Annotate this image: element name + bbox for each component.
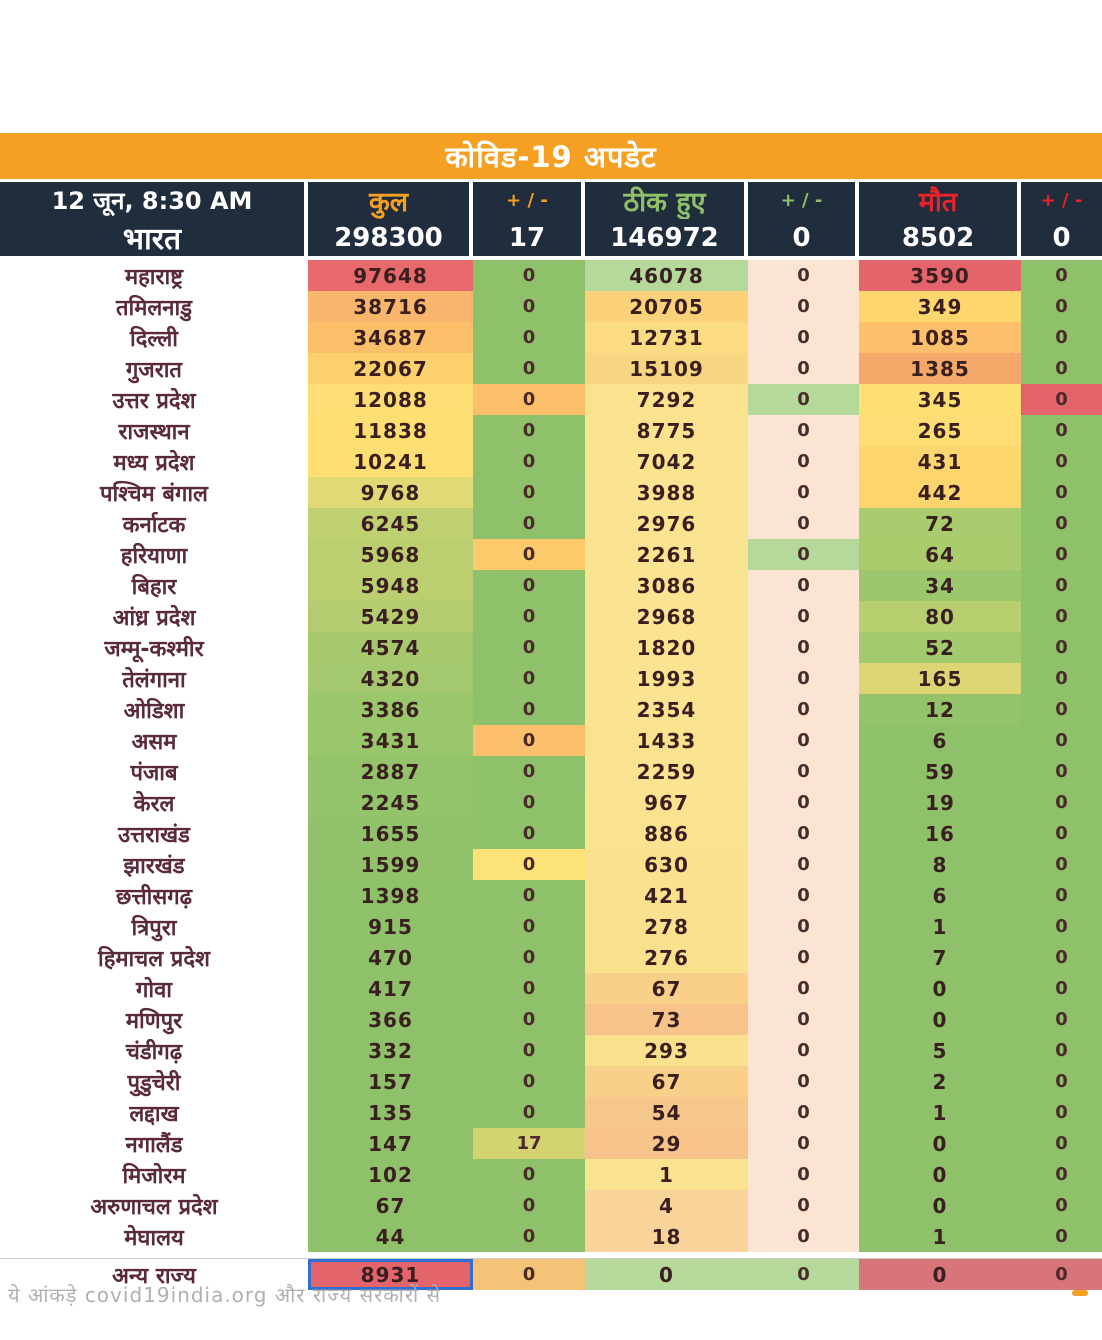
state-name: ओडिशा [0, 694, 308, 725]
total-delta-cell: 0 [473, 787, 585, 818]
deaths-cell: 265 [859, 415, 1021, 446]
recovered-cell: 967 [585, 787, 748, 818]
deaths-delta-cell: 0 [1021, 601, 1102, 632]
table-row [0, 322, 1102, 353]
total-cell: 147 [308, 1128, 473, 1159]
recovered-delta-cell: 0 [748, 1004, 859, 1035]
table-row [0, 291, 1102, 322]
state-name: हिमाचल प्रदेश [0, 942, 308, 973]
total-delta-cell: 0 [473, 849, 585, 880]
state-name: लद्दाख [0, 1097, 308, 1128]
india-recovered: 146972 [585, 219, 748, 256]
deaths-header: मौत [859, 182, 1021, 219]
total-cell: 10241 [308, 446, 473, 477]
state-name: दिल्ली [0, 322, 308, 353]
state-name: तमिलनाडु [0, 291, 308, 322]
total-delta-cell: 0 [473, 1066, 585, 1097]
deaths-delta-cell: 0 [1021, 1221, 1102, 1252]
deaths-cell: 80 [859, 601, 1021, 632]
deaths-cell: 0 [859, 1190, 1021, 1221]
deaths-delta-cell: 0 [1021, 1035, 1102, 1066]
total-cell: 102 [308, 1159, 473, 1190]
table-row [0, 694, 1102, 725]
recovered-delta-cell: 0 [748, 1097, 859, 1128]
state-name: आंध्र प्रदेश [0, 601, 308, 632]
recovered-delta-header: + / - [748, 182, 859, 219]
total-delta-header: + / - [473, 182, 585, 219]
total-delta-cell: 0 [473, 322, 585, 353]
recovered-delta-cell: 0 [748, 415, 859, 446]
state-name: पश्चिम बंगाल [0, 477, 308, 508]
deaths-cell: 1385 [859, 353, 1021, 384]
deaths-cell: 431 [859, 446, 1021, 477]
recovered-delta-cell: 0 [748, 446, 859, 477]
recovered-cell: 3988 [585, 477, 748, 508]
date-label: 12 जून, 8:30 AM [0, 182, 308, 219]
deaths-delta-cell: 0 [1021, 1097, 1102, 1128]
deaths-delta-cell: 0 [1021, 1004, 1102, 1035]
total-cell: 2245 [308, 787, 473, 818]
total-cell: 44 [308, 1221, 473, 1252]
deaths-delta-cell: 0 [1021, 415, 1102, 446]
total-delta-cell: 0 [473, 1004, 585, 1035]
deaths-delta-cell: 0 [1021, 477, 1102, 508]
column-header-row [0, 182, 1102, 219]
total-delta-cell: 0 [473, 260, 585, 291]
recovered-cell: 2261 [585, 539, 748, 570]
recovered-cell: 54 [585, 1097, 748, 1128]
recovered-cell: 67 [585, 1066, 748, 1097]
deaths-delta-cell: 0 [1021, 291, 1102, 322]
recovered-delta-cell: 0 [748, 508, 859, 539]
recovered-delta-cell: 0 [748, 322, 859, 353]
recovered-cell: 8775 [585, 415, 748, 446]
total-cell: 157 [308, 1066, 473, 1097]
deaths-cell: 2 [859, 1066, 1021, 1097]
recovered-delta-cell: 0 [748, 477, 859, 508]
total-cell: 97648 [308, 260, 473, 291]
deaths-delta-cell: 0 [1021, 1159, 1102, 1190]
table-row [0, 632, 1102, 663]
state-name: बिहार [0, 570, 308, 601]
recovered-delta-cell: 0 [748, 818, 859, 849]
total-cell: 12088 [308, 384, 473, 415]
total-cell: 5429 [308, 601, 473, 632]
deaths-cell: 12 [859, 694, 1021, 725]
deaths-cell: 64 [859, 539, 1021, 570]
deaths-cell: 6 [859, 880, 1021, 911]
state-name: केरल [0, 787, 308, 818]
total-cell: 22067 [308, 353, 473, 384]
deaths-cell: 7 [859, 942, 1021, 973]
recovered-cell: 18 [585, 1221, 748, 1252]
state-rows [0, 260, 1102, 1252]
table-row [0, 973, 1102, 1004]
deaths-cell: 5 [859, 1035, 1021, 1066]
deaths-delta-cell: 0 [1021, 694, 1102, 725]
total-delta-cell: 0 [473, 694, 585, 725]
table-row [0, 787, 1102, 818]
total-delta-cell: 0 [473, 415, 585, 446]
state-name: झारखंड [0, 849, 308, 880]
deaths-delta-cell: 0 [1021, 942, 1102, 973]
total-delta-cell: 0 [473, 570, 585, 601]
deaths-cell: 0 [859, 973, 1021, 1004]
table-row [0, 1035, 1102, 1066]
deaths-cell: 1085 [859, 322, 1021, 353]
state-name: अरुणाचल प्रदेश [0, 1190, 308, 1221]
recovered-delta-cell: 0 [748, 601, 859, 632]
recovered-cell: 12731 [585, 322, 748, 353]
recovered-cell: 29 [585, 1128, 748, 1159]
state-name: उत्तर प्रदेश [0, 384, 308, 415]
recovered-delta-cell: 0 [748, 880, 859, 911]
table-row [0, 601, 1102, 632]
deaths-cell: 0 [859, 1004, 1021, 1035]
deaths-delta-cell: 0 [1021, 725, 1102, 756]
deaths-delta-cell: 0 [1021, 384, 1102, 415]
table-row [0, 725, 1102, 756]
total-cell: 11838 [308, 415, 473, 446]
recovered-delta-cell: 0 [748, 539, 859, 570]
total-delta-cell: 0 [473, 1190, 585, 1221]
state-name: मध्य प्रदेश [0, 446, 308, 477]
table-row [0, 415, 1102, 446]
total-delta-cell: 0 [473, 353, 585, 384]
state-name: पुडुचेरी [0, 1066, 308, 1097]
total-cell: 366 [308, 1004, 473, 1035]
recovered-cell: 2354 [585, 694, 748, 725]
recovered-delta-cell: 0 [748, 694, 859, 725]
total-cell: 915 [308, 911, 473, 942]
recovered-delta-cell: 0 [748, 1221, 859, 1252]
total-cell: 1599 [308, 849, 473, 880]
state-name: उत्तराखंड [0, 818, 308, 849]
table-row [0, 353, 1102, 384]
recovered-delta-cell: 0 [748, 1128, 859, 1159]
india-deaths-delta: 0 [1021, 219, 1102, 256]
total-delta-cell: 0 [473, 942, 585, 973]
india-total-delta: 17 [473, 219, 585, 256]
recovered-cell: 2259 [585, 756, 748, 787]
state-name: हरियाणा [0, 539, 308, 570]
deaths-delta-cell: 0 [1021, 508, 1102, 539]
deaths-cell: 349 [859, 291, 1021, 322]
deaths-cell: 19 [859, 787, 1021, 818]
recovered-delta-cell: 0 [748, 1159, 859, 1190]
table-row [0, 260, 1102, 291]
total-delta-cell: 0 [473, 818, 585, 849]
table-row [0, 508, 1102, 539]
total-cell: 5968 [308, 539, 473, 570]
state-name: नगालैंड [0, 1128, 308, 1159]
deaths-delta-cell: 0 [1021, 1128, 1102, 1159]
table-row [0, 1128, 1102, 1159]
total-cell: 470 [308, 942, 473, 973]
deaths-cell: 6 [859, 725, 1021, 756]
decorative-dot [1072, 1290, 1088, 1296]
table-row [0, 570, 1102, 601]
table-row [0, 911, 1102, 942]
recovered-delta-cell: 0 [748, 787, 859, 818]
state-name: गोवा [0, 973, 308, 1004]
india-label: भारत [0, 219, 308, 256]
covid-table [0, 133, 1102, 1290]
deaths-cell: 72 [859, 508, 1021, 539]
total-header: कुल [308, 182, 473, 219]
deaths-cell: 0 [859, 1159, 1021, 1190]
deaths-cell: 0 [859, 1259, 1021, 1290]
total-cell: 8931 [308, 1259, 473, 1290]
table-row [0, 818, 1102, 849]
total-cell: 6245 [308, 508, 473, 539]
deaths-cell: 34 [859, 570, 1021, 601]
recovered-delta-cell: 0 [748, 756, 859, 787]
total-delta-cell: 0 [473, 446, 585, 477]
total-cell: 34687 [308, 322, 473, 353]
deaths-cell: 165 [859, 663, 1021, 694]
recovered-delta-cell: 0 [748, 570, 859, 601]
india-deaths: 8502 [859, 219, 1021, 256]
table-row [0, 477, 1102, 508]
total-cell: 9768 [308, 477, 473, 508]
recovered-cell: 1820 [585, 632, 748, 663]
total-cell: 4574 [308, 632, 473, 663]
recovered-delta-cell: 0 [748, 291, 859, 322]
deaths-delta-cell: 0 [1021, 570, 1102, 601]
total-delta-cell: 0 [473, 1097, 585, 1128]
total-delta-cell: 0 [473, 973, 585, 1004]
recovered-delta-cell: 0 [748, 1190, 859, 1221]
deaths-cell: 0 [859, 1128, 1021, 1159]
recovered-cell: 15109 [585, 353, 748, 384]
deaths-delta-cell: 0 [1021, 818, 1102, 849]
recovered-cell: 73 [585, 1004, 748, 1035]
table-row [0, 756, 1102, 787]
total-delta-cell: 0 [473, 508, 585, 539]
deaths-delta-cell: 0 [1021, 663, 1102, 694]
deaths-delta-cell: 0 [1021, 1259, 1102, 1290]
total-delta-cell: 0 [473, 911, 585, 942]
recovered-delta-cell: 0 [748, 632, 859, 663]
recovered-delta-cell: 0 [748, 353, 859, 384]
recovered-cell: 421 [585, 880, 748, 911]
deaths-delta-cell: 0 [1021, 632, 1102, 663]
recovered-cell: 630 [585, 849, 748, 880]
deaths-delta-cell: 0 [1021, 849, 1102, 880]
recovered-cell: 67 [585, 973, 748, 1004]
deaths-delta-cell: 0 [1021, 911, 1102, 942]
state-name: असम [0, 725, 308, 756]
total-cell: 417 [308, 973, 473, 1004]
recovered-delta-cell: 0 [748, 260, 859, 291]
deaths-delta-cell: 0 [1021, 353, 1102, 384]
deaths-delta-cell: 0 [1021, 756, 1102, 787]
total-delta-cell: 0 [473, 1259, 585, 1290]
total-delta-cell: 0 [473, 291, 585, 322]
recovered-delta-cell: 0 [748, 1259, 859, 1290]
state-name: अन्य राज्य [0, 1259, 308, 1290]
deaths-delta-cell: 0 [1021, 787, 1102, 818]
recovered-cell: 46078 [585, 260, 748, 291]
table-row [0, 384, 1102, 415]
state-name: मणिपुर [0, 1004, 308, 1035]
deaths-delta-cell: 0 [1021, 260, 1102, 291]
table-row [0, 1221, 1102, 1252]
table-row [0, 446, 1102, 477]
total-delta-cell: 0 [473, 1221, 585, 1252]
table-row [0, 942, 1102, 973]
recovered-delta-cell: 0 [748, 942, 859, 973]
deaths-cell: 442 [859, 477, 1021, 508]
india-total-row [0, 219, 1102, 260]
total-cell: 1655 [308, 818, 473, 849]
state-name: महाराष्ट्र [0, 260, 308, 291]
table-row [0, 1066, 1102, 1097]
source-footnote: ये आंकड़े covid19india.org और राज्य सरकारों से [8, 1283, 442, 1307]
total-cell: 5948 [308, 570, 473, 601]
total-delta-cell: 0 [473, 1159, 585, 1190]
total-delta-cell: 0 [473, 384, 585, 415]
table-row [0, 1097, 1102, 1128]
deaths-delta-cell: 0 [1021, 880, 1102, 911]
state-name: मिजोरम [0, 1159, 308, 1190]
total-cell: 332 [308, 1035, 473, 1066]
state-name: राजस्थान [0, 415, 308, 446]
recovered-header: ठीक हुए [585, 182, 748, 219]
state-name: चंडीगढ़ [0, 1035, 308, 1066]
recovered-delta-cell: 0 [748, 1035, 859, 1066]
recovered-cell: 4 [585, 1190, 748, 1221]
total-cell: 2887 [308, 756, 473, 787]
recovered-delta-cell: 0 [748, 1066, 859, 1097]
total-delta-cell: 0 [473, 663, 585, 694]
deaths-delta-cell: 0 [1021, 1190, 1102, 1221]
page-title: कोविड-19 अपडेट [0, 133, 1102, 182]
table-row [0, 849, 1102, 880]
recovered-delta-cell: 0 [748, 725, 859, 756]
state-name: गुजरात [0, 353, 308, 384]
state-name: त्रिपुरा [0, 911, 308, 942]
deaths-cell: 1 [859, 911, 1021, 942]
table-row [0, 539, 1102, 570]
total-delta-cell: 0 [473, 1035, 585, 1066]
table-row [0, 880, 1102, 911]
total-delta-cell: 0 [473, 477, 585, 508]
total-cell: 4320 [308, 663, 473, 694]
recovered-cell: 7042 [585, 446, 748, 477]
deaths-delta-cell: 0 [1021, 446, 1102, 477]
state-name: तेलंगाना [0, 663, 308, 694]
deaths-delta-cell: 0 [1021, 1066, 1102, 1097]
total-delta-cell: 0 [473, 880, 585, 911]
recovered-cell: 0 [585, 1259, 748, 1290]
total-delta-cell: 0 [473, 632, 585, 663]
state-name: कर्नाटक [0, 508, 308, 539]
total-delta-cell: 17 [473, 1128, 585, 1159]
total-cell: 135 [308, 1097, 473, 1128]
recovered-cell: 886 [585, 818, 748, 849]
recovered-cell: 1433 [585, 725, 748, 756]
recovered-cell: 3086 [585, 570, 748, 601]
recovered-cell: 276 [585, 942, 748, 973]
recovered-cell: 2968 [585, 601, 748, 632]
table-row [0, 1004, 1102, 1035]
total-delta-cell: 0 [473, 725, 585, 756]
total-delta-cell: 0 [473, 539, 585, 570]
state-name: मेघालय [0, 1221, 308, 1252]
table-row [0, 663, 1102, 694]
total-cell: 67 [308, 1190, 473, 1221]
total-delta-cell: 0 [473, 601, 585, 632]
deaths-cell: 345 [859, 384, 1021, 415]
recovered-cell: 293 [585, 1035, 748, 1066]
total-cell: 3386 [308, 694, 473, 725]
deaths-delta-cell: 0 [1021, 973, 1102, 1004]
total-delta-cell: 0 [473, 756, 585, 787]
deaths-cell: 1 [859, 1097, 1021, 1128]
deaths-cell: 16 [859, 818, 1021, 849]
table-row [0, 1190, 1102, 1221]
recovered-cell: 7292 [585, 384, 748, 415]
state-name: छत्तीसगढ़ [0, 880, 308, 911]
deaths-cell: 59 [859, 756, 1021, 787]
deaths-delta-cell: 0 [1021, 539, 1102, 570]
recovered-delta-cell: 0 [748, 849, 859, 880]
deaths-cell: 52 [859, 632, 1021, 663]
total-cell: 1398 [308, 880, 473, 911]
deaths-cell: 1 [859, 1221, 1021, 1252]
recovered-cell: 20705 [585, 291, 748, 322]
recovered-cell: 1 [585, 1159, 748, 1190]
state-name: जम्मू-कश्मीर [0, 632, 308, 663]
recovered-cell: 278 [585, 911, 748, 942]
india-recovered-delta: 0 [748, 219, 859, 256]
india-total: 298300 [308, 219, 473, 256]
recovered-delta-cell: 0 [748, 973, 859, 1004]
recovered-cell: 1993 [585, 663, 748, 694]
deaths-delta-header: + / - [1021, 182, 1102, 219]
deaths-cell: 3590 [859, 260, 1021, 291]
recovered-delta-cell: 0 [748, 911, 859, 942]
recovered-delta-cell: 0 [748, 663, 859, 694]
state-name: पंजाब [0, 756, 308, 787]
recovered-cell: 2976 [585, 508, 748, 539]
total-cell: 3431 [308, 725, 473, 756]
recovered-delta-cell: 0 [748, 384, 859, 415]
deaths-delta-cell: 0 [1021, 322, 1102, 353]
deaths-cell: 8 [859, 849, 1021, 880]
table-row [0, 1159, 1102, 1190]
total-cell: 38716 [308, 291, 473, 322]
